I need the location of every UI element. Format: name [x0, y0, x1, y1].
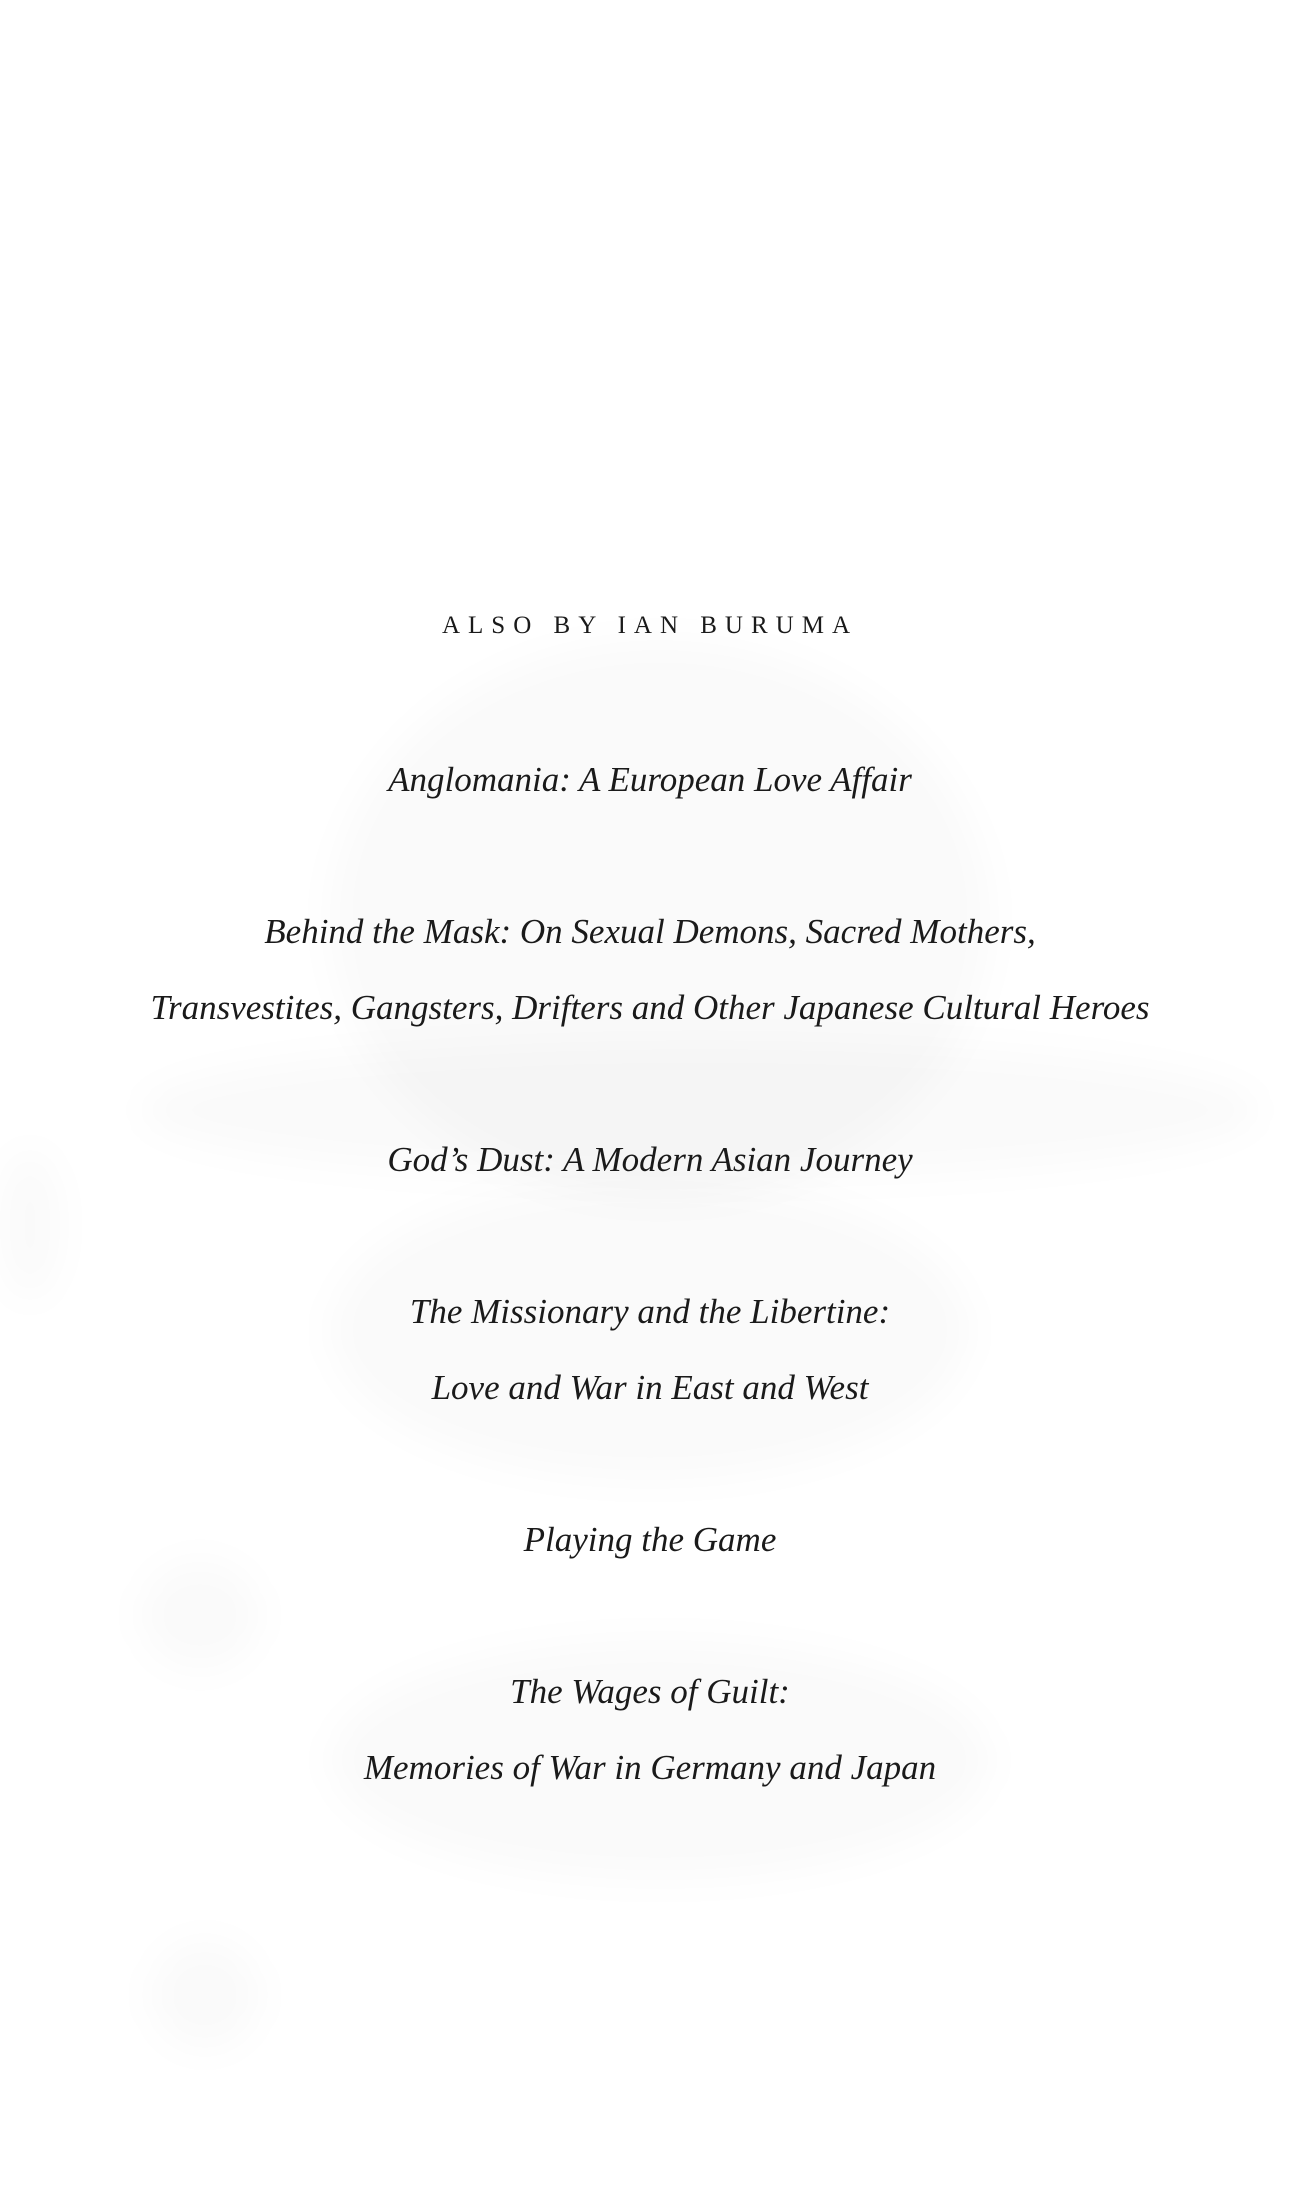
book-title-line: The Wages of Guilt: — [510, 1672, 790, 1711]
book-title-line: Memories of War in Germany and Japan — [363, 1748, 937, 1787]
page-smudge — [140, 1560, 260, 1670]
page-heading: ALSO BY IAN BURUMA — [441, 612, 858, 639]
book-title-line: God’s Dust: A Modern Asian Journey — [387, 1140, 913, 1179]
book-title-line: Behind the Mask: On Sexual Demons, Sacred Mothers, — [264, 912, 1036, 951]
book-title-line: Love and War in East and West — [431, 1368, 869, 1407]
book-title-line: Anglomania: A European Love Affair — [388, 760, 912, 799]
book-title-line: Playing the Game — [523, 1520, 777, 1559]
page-smudge — [150, 1940, 260, 2050]
book-title-line: Transvestites, Gangsters, Drifters and Other Japanese Cultural Heroes — [150, 988, 1150, 1027]
book-title-line: The Missionary and the Libertine: — [409, 1292, 891, 1331]
